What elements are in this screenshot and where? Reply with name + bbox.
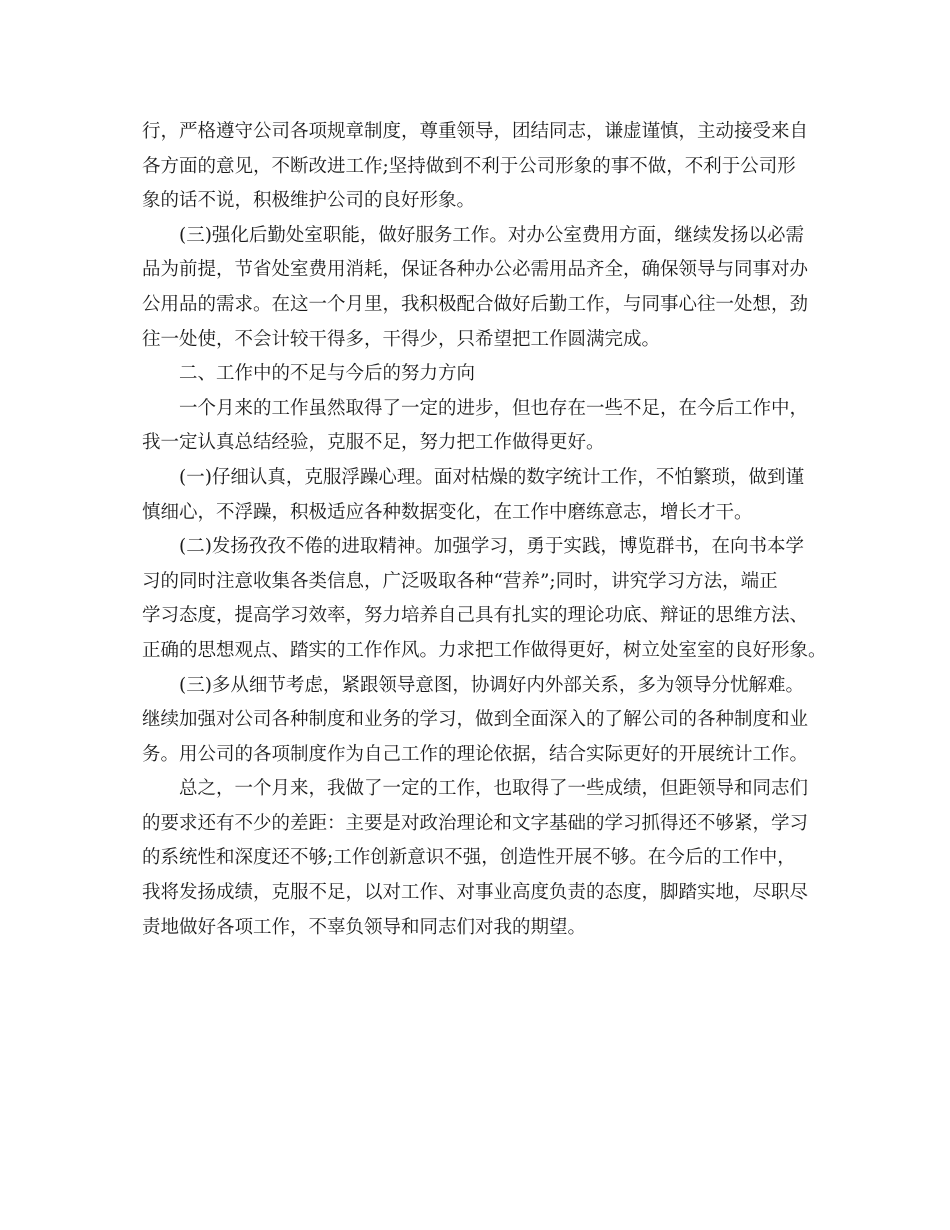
text-line: 务。用公司的各项制度作为自己工作的理论依据，结合实际更好的开展统计工作。 (142, 743, 809, 765)
text-line: 我一定认真总结经验，克服不足，努力把工作做得更好。 (142, 432, 605, 454)
text-line: 行，严格遵守公司各项规章制度，尊重领导，团结同志，谦虚谨慎，主动接受来自 (142, 121, 809, 142)
text-line: (一)仔细认真，克服浮躁心理。面对枯燥的数字统计工作，不怕繁琐，做到谨 (179, 466, 804, 488)
document-body (142, 115, 827, 945)
text-line: 往一处使，不会计较干得多，干得少，只希望把工作圆满完成。 (142, 328, 661, 350)
text-line: 的系统性和深度还不够;工作创新意识不强，创造性开展不够。在今后的工作中， (142, 847, 796, 869)
text-line: 习的同时注意收集各类信息，广泛吸取各种“营养”;同时，讲究学习方法，端正 (142, 570, 778, 592)
text-line: 责地做好各项工作，不辜负领导和同志们对我的期望。 (142, 916, 587, 938)
text-line: 正确的思想观点、踏实的工作作风。力求把工作做得更好，树立处室室的良好形象。 (142, 639, 827, 661)
text-line: 继续加强对公司各种制度和业务的学习，做到全面深入的了解公司的各种制度和业 (142, 709, 809, 731)
text-line: (三)强化后勤处室职能，做好服务工作。对办公室费用方面，继续发扬以必需 (179, 224, 804, 246)
text-line: 慎细心，不浮躁，积极适应各种数据变化，在工作中磨练意志，增长才干。 (142, 501, 753, 523)
text-line: 学习态度，提高学习效率，努力培养自己具有扎实的理论功底、辩证的思维方法、 (142, 605, 809, 627)
text-line: 象的话不说，积极维护公司的良好形象。 (142, 190, 476, 212)
text-line: 一个月来的工作虽然取得了一定的进步，但也存在一些不足，在今后工作中， (179, 397, 809, 419)
text-line: 的要求还有不少的差距：主要是对政治理论和文字基础的学习抓得还不够紧，学习 (142, 812, 809, 834)
text-line: 总之，一个月来，我做了一定的工作，也取得了一些成绩，但距领导和同志们 (179, 778, 809, 800)
text-line: (二)发扬孜孜不倦的进取精神。加强学习，勇于实践，博览群书，在向书本学 (179, 536, 804, 558)
text-line: 我将发扬成绩，克服不足，以对工作、对事业高度负责的态度，脚踏实地，尽职尽 (142, 882, 809, 904)
text-line: (三)多从细节考虑，紧跟领导意图，协调好内外部关系，多为领导分忧解难。 (179, 674, 804, 696)
text-line: 各方面的意见，不断改进工作;坚持做到不利于公司形象的事不做，不利于公司形 (142, 155, 796, 177)
text-line: 公用品的需求。在这一个月里，我积极配合做好后勤工作，与同事心往一处想，劲 (142, 293, 809, 315)
text-line: 二、工作中的不足与今后的努力方向 (179, 363, 476, 385)
text-line: 品为前提，节省处室费用消耗，保证各种办公必需用品齐全，确保领导与同事对办 (142, 259, 809, 281)
